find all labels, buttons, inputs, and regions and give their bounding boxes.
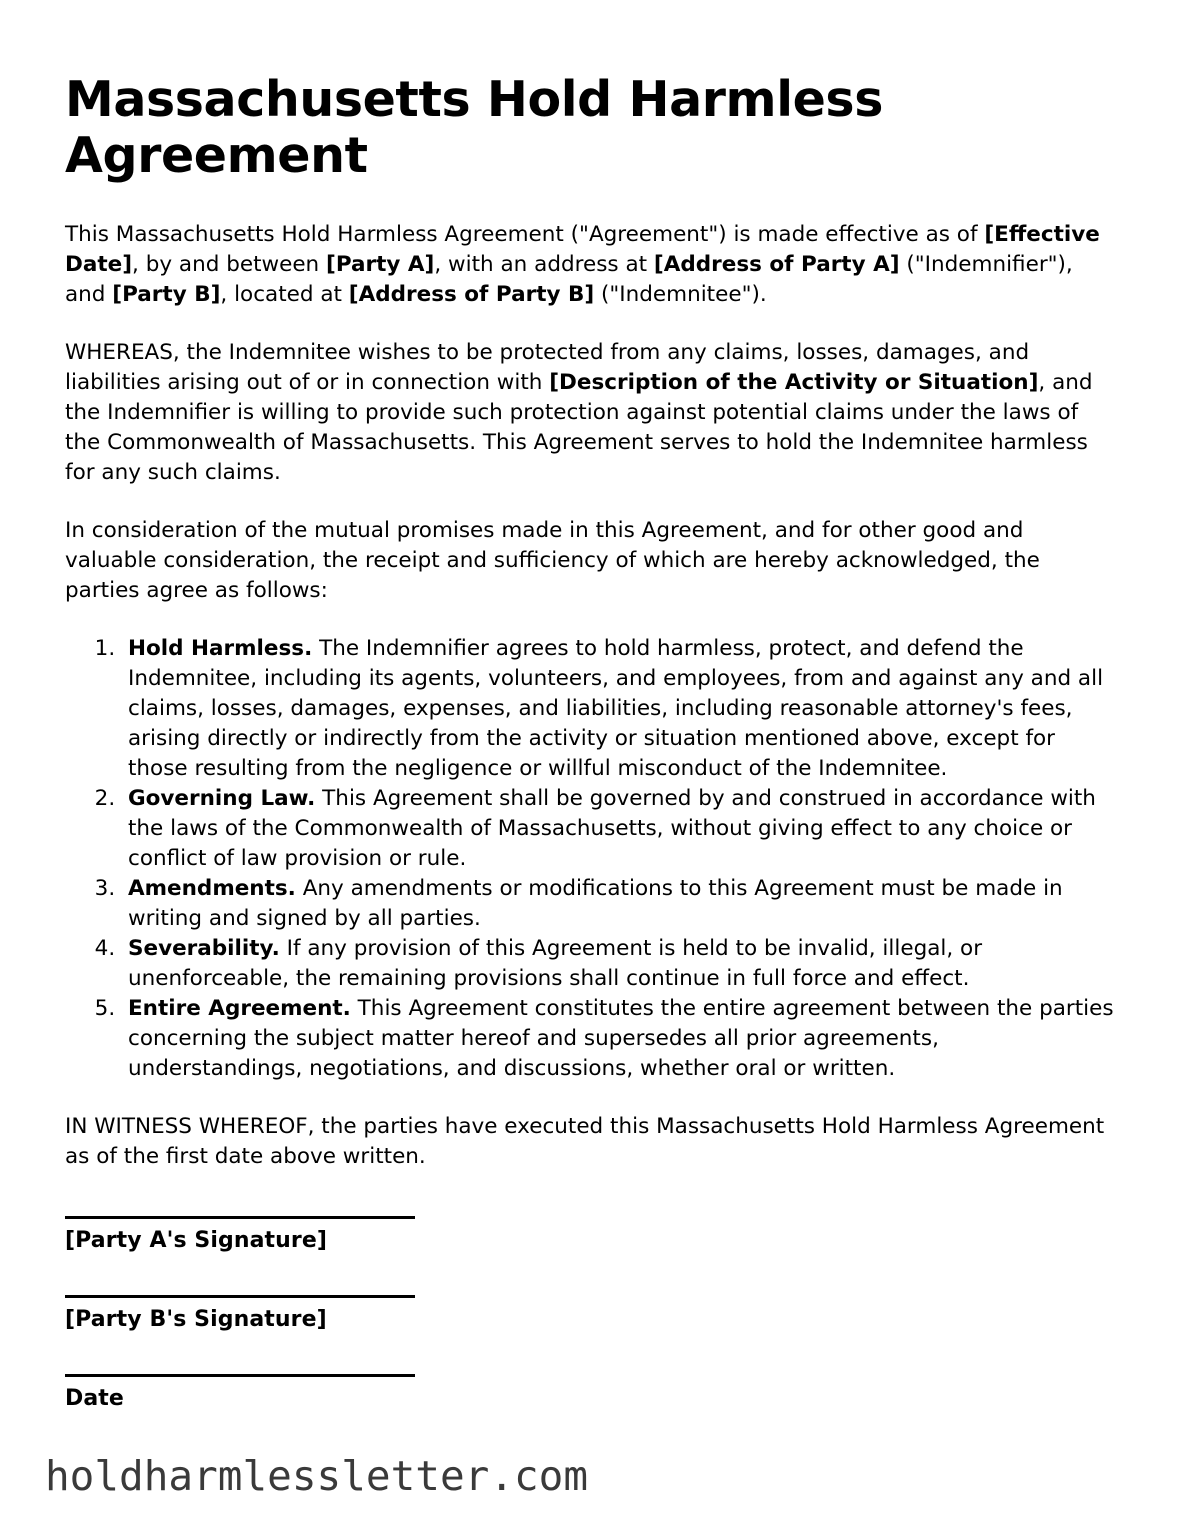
clause-text: This Agreement constitutes the entire agreement between the parties concerning the subject matter hereof and supersedes all prior agreements, understandings, negotiations, and discussions, whether oral or written. — [128, 995, 1114, 1081]
signature-group — [65, 1295, 1114, 1334]
clause-text: Any amendments or modifications to this Agreement must be made in writing and signed by all parties. — [128, 875, 1063, 931]
text-run: IN WITNESS WHEREOF, the parties have executed this Massachusetts Hold Harmless Agreement as of the first date above written. — [65, 1113, 1105, 1169]
emphasis-placeholder: [Address of Party B] — [348, 281, 595, 307]
signature-label: [Party A's Signature] — [65, 1227, 328, 1253]
clause-heading: Hold Harmless. — [128, 635, 313, 661]
text-run: WHEREAS, the Indemnitee wishes to be protected from any claims, losses, damages, and liabilities arising out of or in connection with — [65, 339, 1030, 395]
consideration-paragraph — [65, 516, 1114, 606]
clause-item — [122, 634, 1114, 784]
clause-list — [65, 634, 1114, 1084]
signature-line[interactable] — [65, 1374, 415, 1377]
whereas-paragraph — [65, 338, 1114, 488]
signature-label: [Party B's Signature] — [65, 1306, 327, 1332]
signature-group — [65, 1374, 1114, 1413]
signature-line[interactable] — [65, 1216, 415, 1219]
text-run: ("Indemnifier"), and — [65, 251, 1073, 307]
emphasis-placeholder: [Party A] — [326, 251, 435, 277]
text-run: , and the Indemnifier is willing to provide such protection against potential claims under the laws of the Commonwealth of Massachusetts. This Agreement serves to hold the Indemnitee harmless for any such claims. — [65, 369, 1093, 485]
text-run: In consideration of the mutual promises made in this Agreement, and for other good and valuable consideration, the receipt and sufficiency of which are hereby acknowledged, the parties agree as follows: — [65, 517, 1040, 603]
emphasis-placeholder: [Address of Party A] — [653, 251, 900, 277]
text-run: , with an address at — [434, 251, 654, 277]
text-run: , located at — [220, 281, 349, 307]
clause-text: This Agreement shall be governed by and construed in accordance with the laws of the Commonwealth of Massachusetts, without giving effect to any choice or conflict of law provision or rule. — [128, 785, 1096, 871]
emphasis-placeholder: [Effective Date] — [65, 221, 1100, 277]
emphasis-placeholder: [Party B] — [112, 281, 221, 307]
signature-block — [65, 1216, 1114, 1413]
clause-text: The Indemnifier agrees to hold harmless, protect, and defend the Indemnitee, including its agents, volunteers, and employees, from and against any and all claims, losses, damages, expenses, and liabilities, including reasonable attorney's fees, arising directly or indirectly from the activity or situation mentioned above, except for those resulting from the negligence or willful misconduct of the Indemnitee. — [128, 635, 1104, 781]
clause-item — [122, 874, 1114, 934]
text-run: This Massachusetts Hold Harmless Agreement ("Agreement") is made effective as of — [65, 221, 985, 247]
emphasis-placeholder: [Description of the Activity or Situation] — [549, 369, 1039, 395]
signature-group — [65, 1216, 1114, 1255]
page-title: Massachusetts Hold Harmless Agreement — [65, 71, 883, 184]
signature-line[interactable] — [65, 1295, 415, 1298]
clause-heading: Governing Law. — [128, 785, 316, 811]
clause-heading: Severability. — [128, 935, 280, 961]
clause-item — [122, 934, 1114, 994]
clause-heading: Entire Agreement. — [128, 995, 351, 1021]
signature-label: Date — [65, 1385, 124, 1411]
clause-text: If any provision of this Agreement is held to be invalid, illegal, or unenforceable, the remaining provisions shall continue in full force and effect. — [128, 935, 983, 991]
text-run: ("Indemnitee"). — [594, 281, 767, 307]
document-body — [65, 72, 1114, 1453]
text-run: , by and between — [132, 251, 327, 277]
clause-item — [122, 994, 1114, 1084]
intro-paragraph — [65, 220, 1114, 310]
witness-paragraph — [65, 1112, 1114, 1172]
clause-heading: Amendments. — [128, 875, 296, 901]
footer-brand: holdharmlessletter.com — [45, 1452, 589, 1500]
clause-item — [122, 784, 1114, 874]
